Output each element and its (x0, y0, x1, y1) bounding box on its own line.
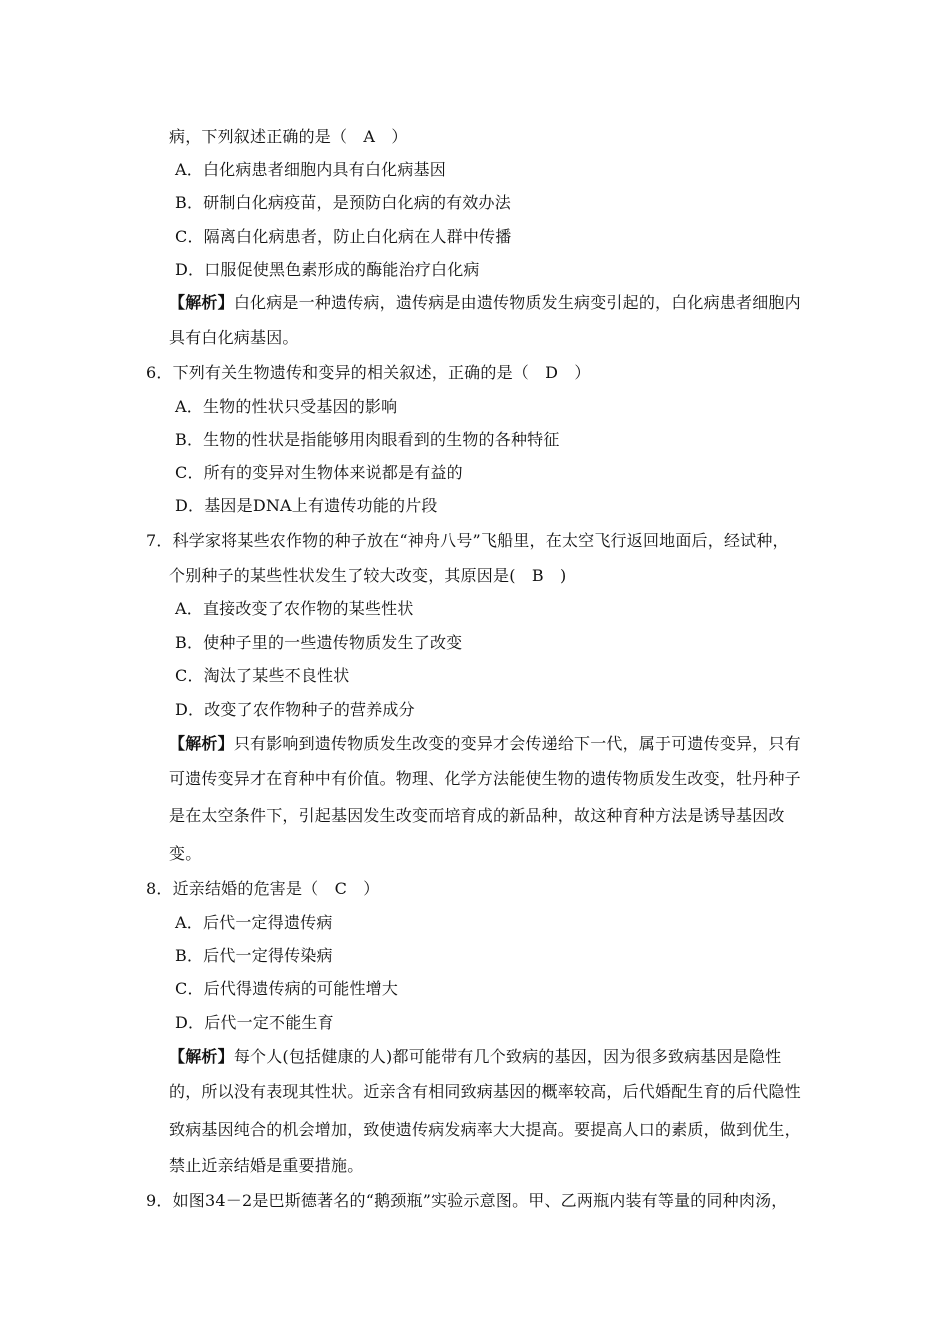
q8-option-b: B．后代一定得传染病 (175, 946, 333, 965)
q5-option-b: B．研制白化病疫苗，是预防白化病的有效办法 (175, 193, 511, 212)
q8-analysis-line-3: 致病基因纯合的机会增加，致使遗传病发病率大大提高。要提高人口的素质，做到优生， (169, 1120, 801, 1139)
q6-option-d: D．基因是DNA上有遗传功能的片段 (175, 496, 438, 515)
q5-analysis-label: 【解析】 (169, 293, 234, 312)
q6-option-b: B．生物的性状是指能够用肉眼看到的生物的各种特征 (175, 430, 560, 449)
q7-analysis-line-1: 【解析】只有影响到遗传物质发生改变的变异才会传递给下一代，属于可遗传变异，只有 (169, 734, 801, 753)
q8-option-c: C．后代得遗传病的可能性增大 (175, 979, 399, 998)
q5-analysis-line-2: 具有白化病基因。 (169, 328, 299, 347)
q7-option-a: A．直接改变了农作物的某些性状 (175, 599, 414, 618)
q6-option-a: A．生物的性状只受基因的影响 (175, 397, 398, 416)
q8-analysis-line-4: 禁止近亲结婚是重要措施。 (169, 1156, 364, 1175)
q7-option-b: B．使种子里的一些遗传物质发生了改变 (175, 633, 463, 652)
q7-analysis-line-2: 可遗传变异才在育种中有价值。物理、化学方法能使生物的遗传物质发生改变，牡丹种子 (169, 769, 801, 788)
q6-option-c: C．所有的变异对生物体来说都是有益的 (175, 463, 463, 482)
q6-stem: 6．下列有关生物遗传和变异的相关叙述，正确的是（ D ） (146, 363, 591, 382)
q5-stem: 病，下列叙述正确的是（ A ） (169, 127, 408, 146)
q5-option-a: A．白化病患者细胞内具有白化病基因 (175, 160, 446, 179)
q8-option-a: A．后代一定得遗传病 (175, 913, 333, 932)
q5-analysis-line-1: 【解析】白化病是一种遗传病，遗传病是由遗传物质发生病变引起的，白化病患者细胞内 (169, 293, 801, 312)
q7-option-d: D．改变了农作物种子的营养成分 (175, 700, 415, 719)
q8-analysis-line-2: 的，所以没有表现其性状。近亲含有相同致病基因的概率较高，后代婚配生育的后代隐性 (169, 1082, 801, 1101)
q9-stem: 9．如图34－2是巴斯德著名的“鹅颈瓶”实验示意图。甲、乙两瓶内装有等量的同种肉汤， (146, 1191, 788, 1210)
q7-option-c: C．淘汰了某些不良性状 (175, 666, 350, 685)
q8-stem: 8．近亲结婚的危害是（ C ） (146, 879, 380, 898)
q7-stem-line-2: 个别种子的某些性状发生了较大改变，其原因是( B ) (169, 566, 567, 585)
q5-option-c: C．隔离白化病患者，防止白化病在人群中传播 (175, 227, 512, 246)
q5-option-d: D．口服促使黑色素形成的酶能治疗白化病 (175, 260, 480, 279)
q7-analysis-label: 【解析】 (169, 734, 234, 753)
q7-analysis-line-4: 变。 (169, 844, 202, 863)
q7-analysis-line-3: 是在太空条件下，引起基因发生改变而培育成的新品种，故这种育种方法是诱导基因改 (169, 806, 785, 825)
q8-analysis-label: 【解析】 (169, 1047, 234, 1066)
q8-analysis-line-1: 【解析】每个人(包括健康的人)都可能带有几个致病的基因，因为很多致病基因是隐性 (169, 1047, 782, 1066)
q7-stem-line-1: 7．科学家将某些农作物的种子放在“神舟八号”飞船里，在太空飞行返回地面后，经试种， (146, 531, 789, 550)
q8-option-d: D．后代一定不能生育 (175, 1013, 334, 1032)
